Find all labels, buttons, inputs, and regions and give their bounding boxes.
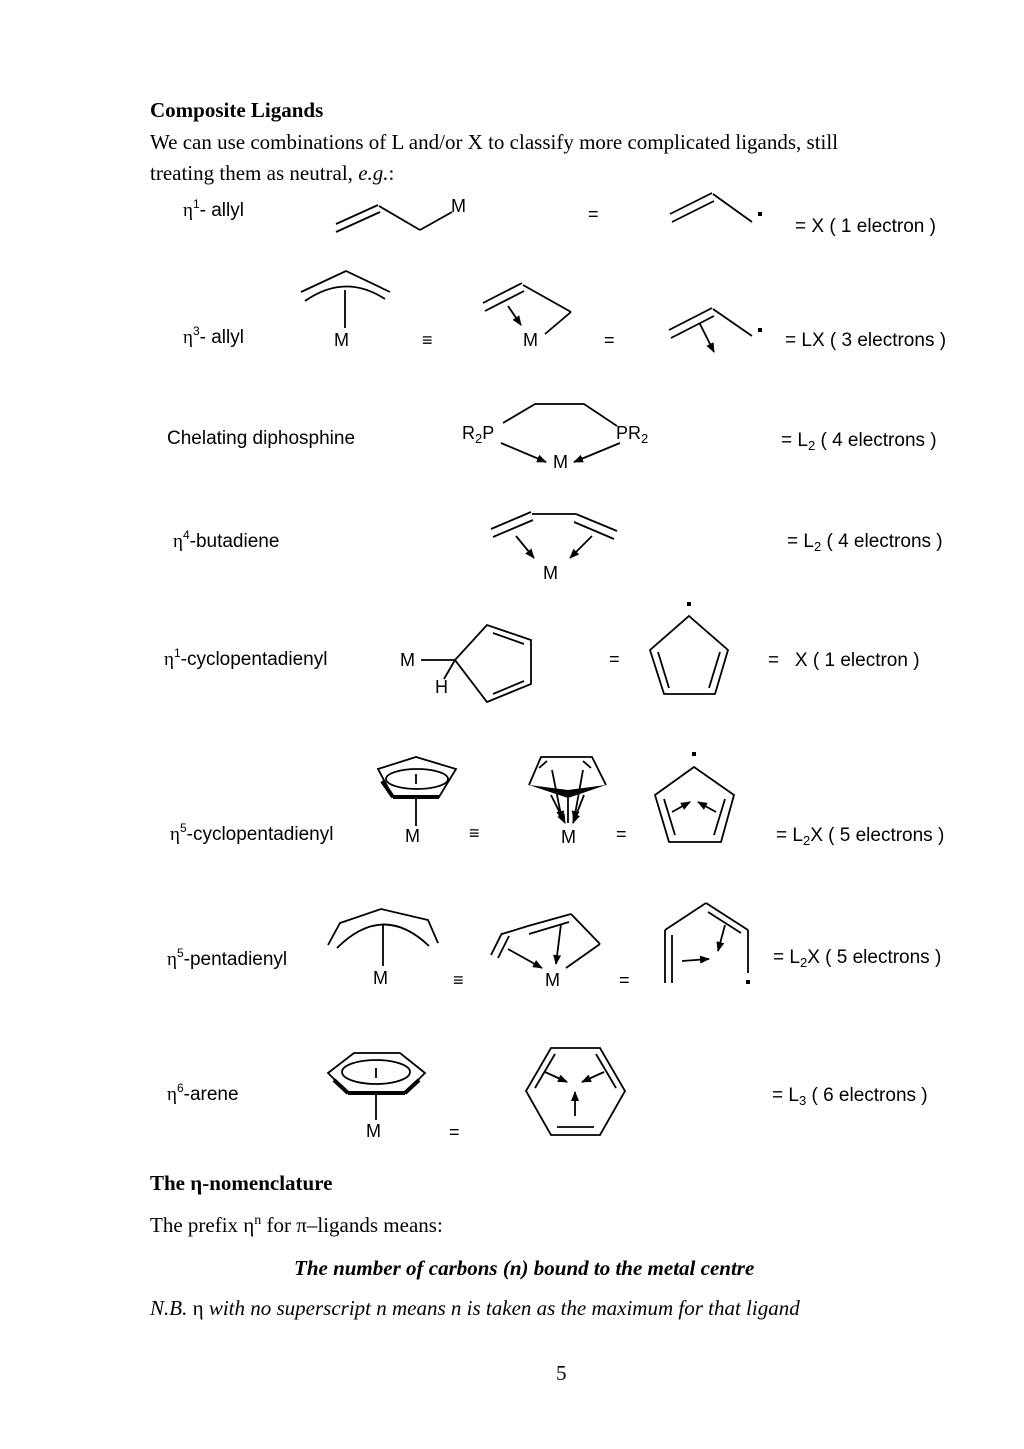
ligand-name: -arene — [183, 1084, 239, 1105]
ligand-name: - allyl — [199, 327, 244, 348]
eta4-butadiene-structure — [491, 512, 617, 558]
metal-label: M — [373, 968, 388, 988]
eta3-allyl-arc-structure — [301, 271, 390, 328]
metal-label: M — [545, 970, 560, 990]
eta-superscript: 5 — [176, 946, 184, 960]
nb-note — [150, 1296, 800, 1321]
result-text-post: X ( 5 electrons ) — [807, 947, 942, 968]
metal-label: M — [366, 1121, 381, 1141]
definition-statement: The number of carbons (n) bound to the metal centre — [294, 1256, 755, 1280]
eta6-arene-ellipse-structure — [328, 1053, 425, 1120]
result-text: = L — [781, 430, 808, 451]
equiv-sign: ≡ — [453, 970, 464, 990]
radical-dot — [746, 980, 750, 984]
result-text: = L — [787, 531, 814, 552]
eta-superscript: 5 — [179, 821, 187, 835]
eta-symbol: η — [173, 531, 183, 552]
radical-dot — [758, 328, 762, 332]
pi-symbol: π– — [296, 1213, 318, 1237]
eta-symbol: η — [192, 1296, 204, 1320]
pr-atoms: PR — [616, 423, 642, 443]
eta-symbol: η — [243, 1213, 255, 1237]
eta-superscript: 1 — [192, 197, 200, 211]
result-text-post: ( 6 electrons ) — [806, 1085, 928, 1106]
result-text: = LX ( 3 electrons ) — [785, 330, 947, 351]
eta5-pentadienyl-radical-structure — [665, 903, 750, 984]
eta1-cyclopentadienyl-structure — [421, 625, 531, 702]
eta-symbol: η — [170, 824, 180, 845]
metal-label: M — [543, 563, 558, 583]
result-subscript: 2 — [807, 438, 816, 453]
eta-symbol: η — [183, 327, 193, 348]
ligand-name: - allyl — [199, 200, 244, 221]
result-text-post: ( 4 electrons ) — [821, 531, 943, 552]
prefix-text: The prefix — [150, 1213, 244, 1237]
result-text: = L — [773, 947, 800, 968]
hydrogen-label: H — [435, 677, 448, 697]
metal-label: M — [405, 826, 420, 846]
result-text-post: X ( 5 electrons ) — [810, 825, 945, 846]
metal-label: M — [334, 330, 349, 350]
cyclopentadienyl-radical-structure — [650, 602, 728, 694]
prefix-text-end: ligands means: — [317, 1213, 443, 1237]
radical-dot — [687, 602, 691, 606]
section-heading-composite-ligands: Composite Ligands — [150, 98, 324, 122]
eta-superscript: 3 — [192, 324, 200, 338]
equals-sign: = — [609, 649, 620, 669]
intro-eg: e.g. — [358, 161, 389, 185]
metal-label: M — [451, 196, 466, 216]
prefix-definition-line — [150, 1213, 443, 1238]
nb-label: N.B. — [150, 1296, 193, 1320]
ligand-name: -butadiene — [189, 531, 280, 552]
result-text: = L — [772, 1085, 799, 1106]
equals-sign: = — [588, 204, 599, 224]
p-atom: P — [482, 423, 495, 443]
nb-text: with no superscript n means n is taken as the maximum for that ligand — [203, 1296, 800, 1320]
equiv-sign: ≡ — [422, 330, 433, 350]
eta-superscript: 1 — [173, 646, 181, 660]
subscript-2: 2 — [641, 431, 649, 446]
equals-sign: = — [449, 1122, 460, 1142]
subscript-2: 2 — [475, 431, 483, 446]
page-number: 5 — [556, 1361, 567, 1385]
eta-symbol: η — [190, 1171, 203, 1195]
ligand-name: -pentadienyl — [183, 949, 288, 970]
radical-dot — [692, 752, 696, 756]
ligand-name: -cyclopentadienyl — [180, 649, 328, 670]
eta5-pentadienyl-arc-structure — [328, 909, 438, 966]
eta3-allyl-arrow-structure — [483, 283, 571, 334]
result-subscript: 2 — [802, 833, 811, 848]
equiv-sign: ≡ — [469, 823, 480, 843]
intro-colon: : — [388, 161, 395, 185]
eta-superscript: 6 — [176, 1081, 184, 1095]
result-text: = X ( 1 electron ) — [795, 216, 936, 237]
intro-line-1: We can use combinations of L and/or X to classify more complicated ligands, still — [150, 130, 839, 154]
metal-label: M — [553, 452, 568, 472]
eta5-cp-arrows-structure — [529, 757, 606, 823]
allyl-radical-structure — [670, 193, 762, 222]
prefix-text-for: for — [261, 1213, 297, 1237]
metal-label: M — [523, 330, 538, 350]
ligand-name: -cyclopentadienyl — [186, 824, 334, 845]
chelating-diphosphine-structure — [501, 404, 620, 462]
result-subscript: 2 — [813, 539, 822, 554]
result-subscript: 2 — [799, 955, 808, 970]
eta1-allyl-structure — [336, 205, 452, 232]
eta-symbol: η — [167, 1084, 177, 1105]
r-atom: R — [462, 423, 475, 443]
result-text-post: ( 4 electrons ) — [815, 430, 937, 451]
eta5-cp-radical-structure — [655, 752, 734, 842]
equals-sign: = — [619, 970, 630, 990]
eta5-pentadienyl-arrow-structure — [491, 914, 600, 968]
eta-symbol: η — [167, 949, 177, 970]
metal-label: M — [561, 827, 576, 847]
result-text: = L — [776, 825, 803, 846]
section-heading-eta-nomenclature — [150, 1171, 332, 1196]
equals-sign: = — [604, 330, 615, 350]
eta-superscript: n — [254, 1213, 262, 1228]
eta-superscript: 4 — [182, 528, 190, 542]
eta6-arene-arrows-structure — [526, 1048, 625, 1135]
heading-text: The — [150, 1171, 191, 1195]
result-subscript: 3 — [798, 1093, 807, 1108]
intro-text: treating them as neutral, — [150, 161, 359, 185]
eta-symbol: η — [183, 200, 193, 221]
result-text: = X ( 1 electron ) — [768, 650, 920, 671]
eta5-cp-ellipse-structure — [378, 757, 456, 826]
metal-label: M — [400, 650, 415, 670]
ligand-name: Chelating diphosphine — [167, 428, 356, 449]
equals-sign: = — [616, 824, 627, 844]
eta3-allyl-radical-structure — [669, 308, 762, 352]
radical-dot — [758, 212, 762, 216]
heading-text-post: -nomenclature — [202, 1171, 333, 1195]
eta-symbol: η — [164, 649, 174, 670]
